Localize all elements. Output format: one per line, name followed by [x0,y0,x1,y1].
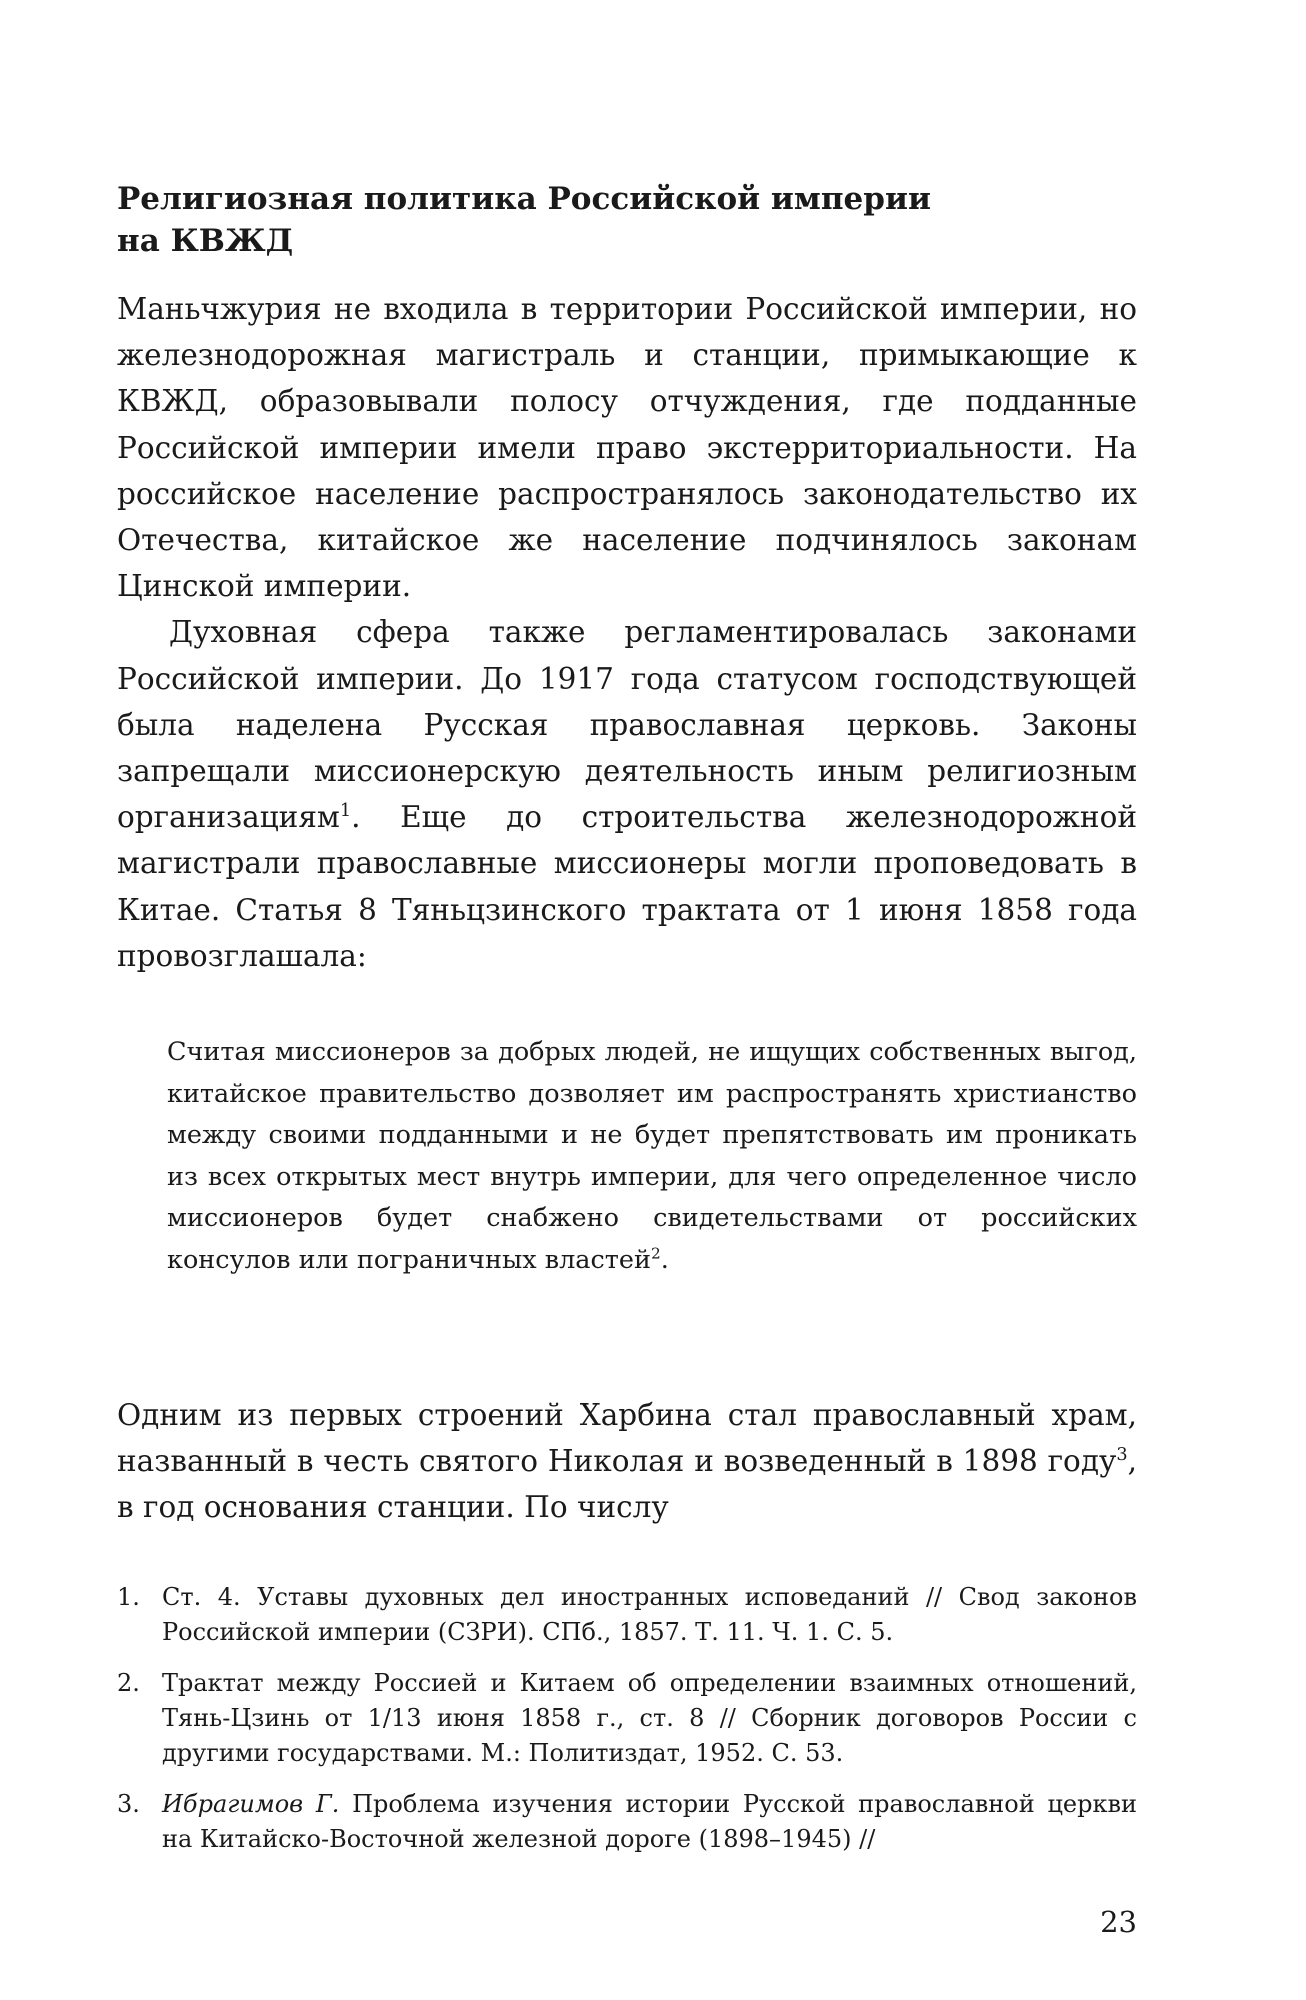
footnote-text: Трактат между Россией и Китаем об определении взаимных отношений, Тянь-Цзинь от 1/13 июня 1858 г., ст. 8 // Сборник договоров России с другими государствами. М.: Политиздат, 1952. С. 53. [162,1669,1137,1767]
footnote-ref-3: 3 [1116,1445,1128,1466]
heading-line-1: Религиозная политика Российской империи [117,181,931,217]
footnote-number: 3. [117,1790,140,1818]
footnote-3 [117,1787,1137,1857]
quote-text: Считая миссионеров за добрых людей, не ищущих собственных выгод, китайское правительство дозволяет им распространять христианство между своими подданными и не будет препятствовать им проникать из всех открытых мест внутрь империи, для чего определенное число миссионеров будет снабжено свидетельствами от российских консулов или пограничных властей [167,1037,1137,1275]
paragraph-1: Маньчжурия не входила в территории Российской империи, но железнодорожная магистраль и станции, примыкающие к КВЖД, образовывали полосу отчуждения, где подданные Российской империи имели право экстерриториальности. На российское население распространялось законодательство их Отечества, китайское же население подчинялось законам Цинской империи. [117,292,1137,604]
paragraph-3-cont: , в год основания станции. По числу [117,1444,1137,1525]
footnote-number: 2. [117,1669,140,1697]
footnote-1 [117,1580,1137,1650]
footnote-2 [117,1666,1137,1771]
paragraph-2: Духовная сфера также регламентировалась законами Российской империи. До 1917 года статусом господствующей была наделена Русская православная церковь. Законы запрещали миссионерскую деятельность иным религиозным организациям$^1$. Еще до строительства железнодорожной магистрали православные миссионеры могли проповедовать в Китае. Статья 8 Тяньцзинского трактата от 1 июня 1858 года провозглашала: [117,615,1137,973]
heading-line-2: на КВЖД [117,223,294,259]
footnote-text-body: Проблема изучения истории Русской православной церкви на Китайско-Восточной железной дороге (1898–1945) // [162,1790,1137,1853]
main-text [117,286,1137,979]
paragraph-3 [117,1392,1137,1531]
footnote-ref-2: 2 [650,1244,661,1263]
closing-text [117,1392,1137,1531]
footnote-text: Ст. 4. Уставы духовных дел иностранных исповеданий // Свод законов Российской империи (СЗРИ). СПб., 1857. Т. 11. Ч. 1. С. 5. [162,1583,1137,1646]
footnote-ref-1: 1 [339,801,352,822]
block-quote: Считая миссионеров за добрых людей, не ищущих собственных выгод, китайское правительство дозволяет им распространять христианство между своими подданными и не будет препятствовать им проникать из всех открытых мест внутрь империи, для чего определенное число миссионеров будет снабжено свидетельствами от российских консулов или пограничных властей$^2$. [167,1037,1137,1275]
paragraph-3-text: Одним из первых строений Харбина стал православный храм, названный в честь святого Николая и возведенный в 1898 году [117,1398,1137,1479]
footnote-author: Ибрагимов Г. [162,1790,340,1818]
footnote-number: 1. [117,1583,140,1611]
page-number: 23 [1100,1905,1137,1939]
paragraph-2-cont: Еще до строительства железнодорожной магистрали православные миссионеры могли проповедовать в Китае. Статья 8 Тяньцзинского трактата от 1 июня 1858 года провозглашала: [117,800,1137,973]
footnote-text [162,1787,1137,1857]
section-heading [117,178,1137,262]
footnotes [117,1580,1137,1873]
paragraph-2-text: Духовная сфера также регламентировалась законами Российской империи. До 1917 года статусом господствующей была наделена Русская православная церковь. Законы запрещали миссионерскую деятельность иным религиозным организациям [117,615,1137,835]
